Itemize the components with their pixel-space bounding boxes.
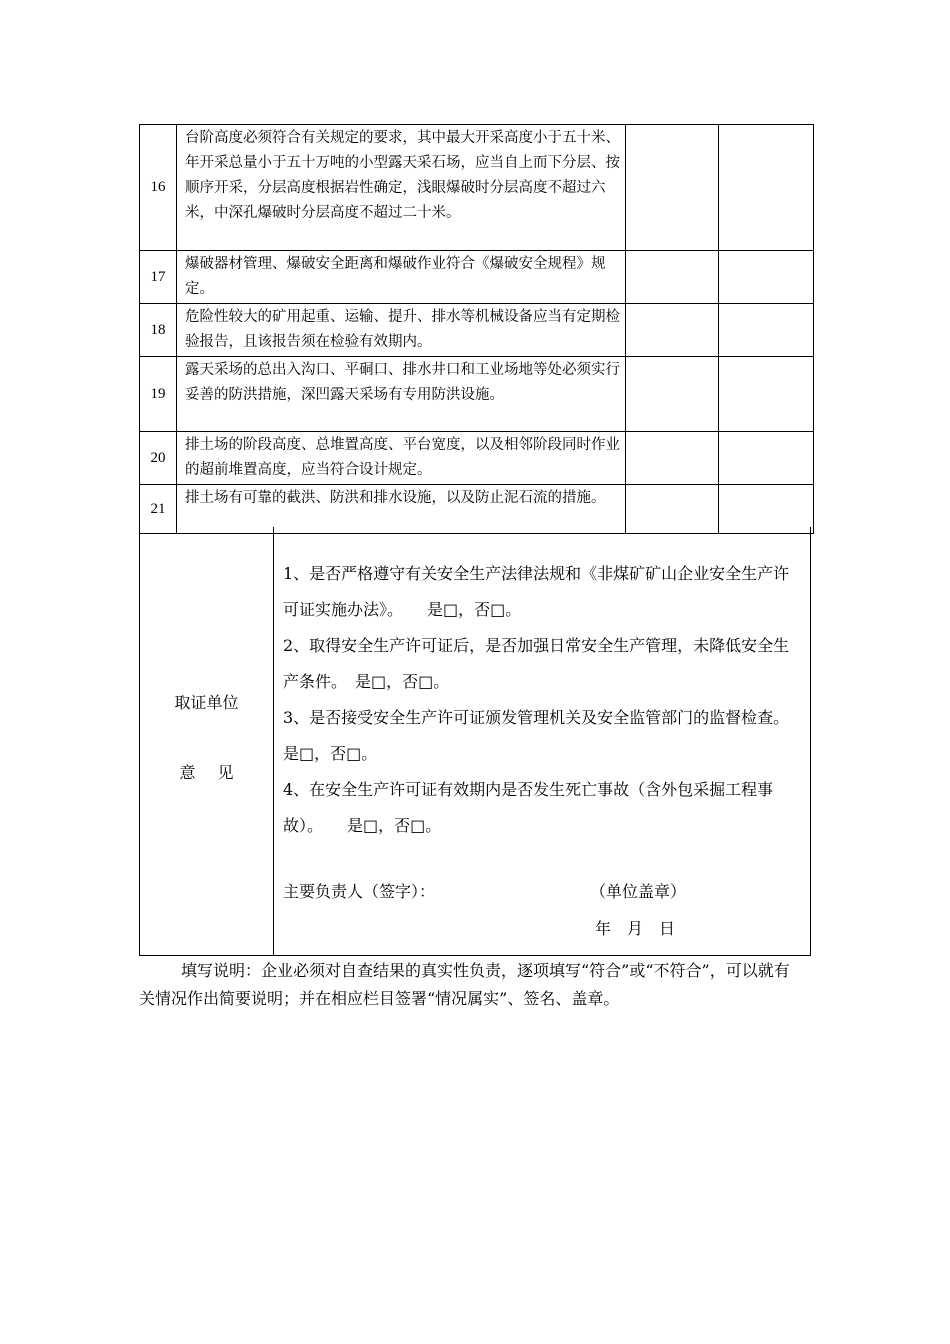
row-number: 20 (140, 432, 177, 485)
filling-instructions: 填写说明：企业必须对自查结果的真实性负责，逐项填写“符合”或“不符合”，可以就有关情况作出简要说明；并在相应栏目签署“情况属实”、签名、盖章。 (139, 961, 790, 1008)
table-row (140, 432, 814, 485)
row-number: 21 (140, 485, 177, 534)
row-number: 18 (140, 304, 177, 357)
opinion-label-column (140, 527, 274, 955)
opinion-item-4: 4、在安全生产许可证有效期内是否发生死亡事故（含外包采掘工程事故）。 是□，否□。 (283, 780, 774, 835)
row-requirement: 排土场有可靠的截洪、防洪和排水设施，以及防止泥石流的措施。 (177, 485, 626, 534)
row-number: 17 (140, 251, 177, 304)
table-row (140, 125, 814, 251)
remark-cell[interactable] (719, 357, 814, 432)
remark-cell[interactable] (719, 304, 814, 357)
row-number: 16 (140, 125, 177, 251)
table-row (140, 251, 814, 304)
row-requirement: 台阶高度必须符合有关规定的要求，其中最大开采高度小于五十米、年开采总量小于五十万吨的小型露天采石场，应当自上而下分层、按顺序开采，分层高度根据岩性确定，浅眼爆破时分层高度不超过六米，中深孔爆破时分层高度不超过二十米。 (177, 125, 626, 251)
opinion-item-1: 1、是否严格遵守有关安全生产法律法规和《非煤矿矿山企业安全生产许可证实施办法》。 是□，否□。 (283, 564, 790, 619)
certifying-unit-opinion-section (139, 527, 814, 956)
row-requirement: 爆破器材管理、爆破安全距离和爆破作业符合《爆破安全规程》规定。 (177, 251, 626, 304)
row-requirement: 露天采场的总出入沟口、平硐口、排水井口和工业场地等处必须实行妥善的防洪措施，深凹露天采场有专用防洪设施。 (177, 357, 626, 432)
unit-stamp: （单位盖章） (590, 882, 687, 901)
row-requirement: 危险性较大的矿用起重、运输、提升、排水等机械设备应当有定期检验报告，且该报告须在检验有效期内。 (177, 304, 626, 357)
result-cell[interactable] (626, 432, 719, 485)
remark-cell[interactable] (719, 432, 814, 485)
opinion-item-2: 2、取得安全生产许可证后，是否加强日常安全生产管理，未降低安全生产条件。 是□，否□。 (283, 636, 790, 691)
self-check-table (139, 124, 814, 534)
result-cell[interactable] (626, 357, 719, 432)
result-cell[interactable] (626, 251, 719, 304)
remark-cell[interactable] (719, 251, 814, 304)
opinion-label-opinion: 意见 (179, 763, 256, 782)
opinion-content (283, 556, 814, 844)
result-cell[interactable] (626, 125, 719, 251)
remark-cell[interactable] (719, 125, 814, 251)
opinion-label-unit: 取证单位 (174, 693, 239, 712)
responsible-person-signature: 主要负责人（签字）： (283, 882, 436, 901)
opinion-item-3: 3、是否接受安全生产许可证颁发管理机关及安全监管部门的监督检查。 是□，否□。 (283, 708, 814, 763)
table-row (140, 304, 814, 357)
row-number: 19 (140, 357, 177, 432)
row-requirement: 排土场的阶段高度、总堆置高度、平台宽度，以及相邻阶段同时作业的超前堆置高度，应当符合设计规定。 (177, 432, 626, 485)
result-cell[interactable] (626, 304, 719, 357)
table-row (140, 357, 814, 432)
sign-date: 年 月 日 (595, 919, 676, 938)
